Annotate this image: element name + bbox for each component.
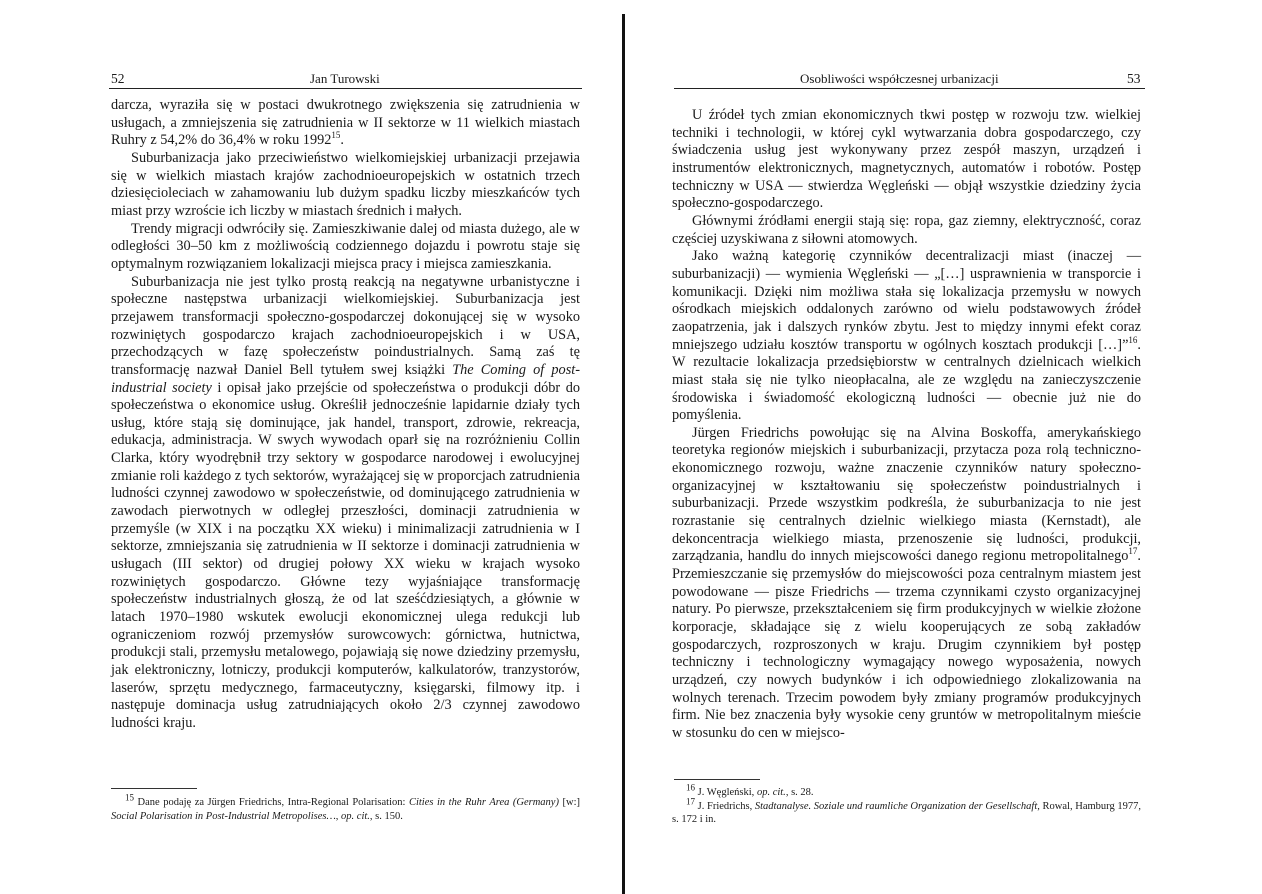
italic-text: Cities in the Ruhr Area (Germany) — [408, 797, 559, 808]
text-run: . W rezultacie lokalizacja przedsiębiorstw w centralnych dzielnicach wielkich miast stała się nie tylko nieopłacalna, ale ze względu na zanieczyszczenie środowiska i świadomość ekologiczną ludności — obecnie już nie do pomyślenia. — [672, 336, 1141, 424]
footnote-ref: 17 — [1128, 546, 1138, 557]
text-run: [w:] — [558, 797, 580, 808]
right-page-number: 53 — [1127, 71, 1141, 86]
right-header-rule — [674, 88, 1145, 89]
text-run: Suburbanizacja nie jest tylko prostą reakcją na negatywne urbanistyczne i społeczne następstwa urbanizacji wielkomiejskiej. Suburbanizacja jest przejawem transformacji społeczno-gospodarczej dokonującej się w wysoko rozwiniętych gospodarczo krajach zachodnioeuropejskich i w USA, przechodzących w fazę społeczeństw poindustrialnych. Samą zaś tę transformację nazwał Daniel Bell tytułem swej książki — [111, 273, 580, 378]
right-body-text — [672, 107, 1141, 743]
footnote-ref: 17 — [686, 796, 695, 806]
left-footnote-paragraph — [111, 792, 580, 823]
left-footnote-rule — [111, 788, 197, 789]
text-run: , Rowal, Hamburg 1977, s. 172 i in. — [672, 800, 1141, 825]
text-run: i opisał jako przejście od społeczeństwa o produkcji dóbr do społeczeństwa o ekonomice usług. Określił jednocześnie lapidarnie działy tych usług, które stają się dominujące, jak handel, transport, zdrowie, rekreacja, edukacja, administracja. W swych wywodach oparł się na rozróżnieniu Collin Clarka, który wyodrębnił trzy sektory w gospodarce narodowej i ewolucyjnej zmianie roli każdego z tych sektorów, wyrażającej się w proporcjach zatrudnienia ludności czynnej zawodowo w społeczeństwie, od dominującego zatrudnienia w zawodach pierwotnych w odległej przeszłości, dominacji zatrudnienia w przemyśle (w XIX i na początku XX wieku) i minimalizacji zatrudnienia w I sektorze, zmniejszania się zatrudnienia w II sektorze i dominacji zatrudnienia w usługach (III sektor) od drugiej połowy XX wieku w krajach wysoko rozwiniętych gospodarczo. Główne tezy wyjaśniające transformację społeczeństw industrialnych głoszą, że od lat sześćdziesiątych, a głównie w latach 1970–1980 wskutek ewolucji ekonomicznej ulega redukcji lub ograniczeniom rozwój przemysłów surowcowych: górnictwa, hutnictwa, produkcji stali, przemysłu metalowego, pojawiają się nowe dziedziny przemysłu, jak elektroniczny, lotniczy, produkcji komputerów, kalkulatorów, tranzystorów, laserów, sprzętu medycznego, farmaceutyczny, księgarski, filmowy itp. i następuje dominacja usług zatrudniających około 2/3 czynnej zawodowo ludności kraju. — [111, 379, 580, 731]
italic-text: Stadtanalyse. Soziale und raumliche Organization der Gesellschaft — [754, 800, 1038, 812]
text-run: , — [335, 810, 342, 822]
right-body-paragraph — [672, 213, 1141, 248]
italic-text: op. cit. — [756, 787, 786, 798]
left-body-paragraph — [111, 150, 580, 221]
text-run: Jako ważną kategorię czynników decentralizacji miast (inaczej — suburbanizacji) — wymienia Węgleński — „[…] usprawnienia w transporcie i komunikacji. Dzięki nim możliwa stała się lokalizacja przemysłu w nowych ośrodkach miejskich oddalonych zarówno od wielu podstawowych źródeł zaopatrzenia, jak i dalszych rynków zbytu. Jest to między innymi efekt coraz mniejszego udziału kosztów transportu w ogólnych kosztach produkcji […]” — [672, 248, 1141, 353]
text-run: , s. 150. — [369, 810, 403, 822]
left-body-paragraph — [111, 97, 580, 150]
text-run: Dane podaję za Jürgen Friedrichs, Intra-Regional Polarisation: — [134, 797, 409, 808]
italic-text: Social Polarisation in Post-Industrial Metropolises… — [111, 810, 336, 822]
footnote-ref: 15 — [331, 130, 341, 141]
text-run: J. Friedrichs, — [695, 800, 755, 812]
left-body-paragraph — [111, 274, 580, 733]
left-running-head: Jan Turowski — [310, 71, 380, 86]
right-footnote-rule — [674, 779, 760, 780]
text-run: Głównymi źródłami energii stają się: ropa, gaz ziemny, elektryczność, coraz częściej uzyskiwana z siłowni atomowych. — [672, 212, 1141, 247]
footnote-ref: 16 — [1128, 334, 1138, 345]
footnote-ref: 16 — [686, 782, 695, 793]
left-header-rule — [109, 88, 582, 89]
text-run: . Przemieszczanie się przemysłów do miejscowości poza centralnym miastem jest powodowane — pisze Friedrichs — trzema czynnikami czysto organizacyjnej natury. Po pierwsze, przekształceniem się firm produkcyjnych w wielkie złożone korporacje, składające się z wielu kooperujących ze sobą zakładów gospodarczych, rozproszonych w kraju. Drugim czynnikiem był postęp techniczny i technologiczny wymagający nowego wyposażenia, nowych urządzeń, czy nowych budynków i ich odpowiedniego zlokalizowania na wolnych terenach. Trzecim powodem były zmiany programów produkcyjnych firm. Nie bez znaczenia były wysokie ceny gruntów w metropolitalnym mieście w stosunku do cen w miejsco- — [672, 548, 1141, 741]
text-run: J. Węgleński, — [695, 787, 757, 798]
right-running-head: Osobliwości współczesnej urbanizacji — [800, 71, 999, 86]
left-body-paragraph — [111, 221, 580, 274]
right-body-paragraph — [672, 107, 1141, 213]
text-run: . — [340, 132, 344, 149]
italic-text: op. cit. — [341, 810, 370, 822]
right-body-paragraph — [672, 248, 1141, 425]
right-footnote-paragraph — [672, 796, 1141, 827]
book-gutter — [622, 14, 625, 894]
right-body-paragraph — [672, 425, 1141, 743]
left-body-text — [111, 97, 580, 733]
left-page-number: 52 — [111, 71, 125, 86]
italic-text: The Coming of post-industrial society — [111, 361, 580, 396]
footnote-ref: 15 — [125, 792, 134, 803]
left-page — [0, 0, 622, 894]
text-run: Trendy migracji odwróciły się. Zamieszkiwanie dalej od miasta dużego, ale w odległości 30–50 km z możliwością codziennego dojazdu i powrotu staje się optymalnym rozwiązaniem lokalizacji miejsca pracy i miejsca zamieszkania. — [111, 220, 580, 272]
right-footnote-paragraph — [672, 782, 1141, 800]
text-run: darcza, wyraziła się w postaci dwukrotnego zwiększenia się zatrudnienia w usługach, a zmniejszenia się zatrudnienia w II sektorze w 11 wielkich miastach Ruhry z 54,2% do 36,4% w roku 1992 — [111, 97, 580, 149]
text-run: , s. 28. — [785, 787, 814, 798]
right-page — [628, 0, 1262, 894]
text-run: Suburbanizacja jako przeciwieństwo wielkomiejskiej urbanizacji przejawia się w wielkich miastach krajów zachodnioeuropejskich w ostatnich trzech dziesięcioleciach w zahamowaniu lub dużym spadku liczby mieszkańców tych miast przy wzroście ich liczby w miastach średnich i małych. — [111, 149, 580, 219]
left-footnotes — [111, 792, 580, 823]
right-footnotes — [672, 782, 1141, 827]
text-run: U źródeł tych zmian ekonomicznych tkwi postęp w rozwoju tzw. wielkiej techniki i technologii, w której cykl wytwarzania dobra gospodarczego, czy świadczenia usług jest wykonywany przez zespół maszyn, urządzeń i instrumentów elektronicznych, magnetycznych, automatów i robotów. Postęp techniczny w USA — stwierdza Węgleński — objął wszystkie dziedziny życia społeczno-gospodarczego. — [672, 107, 1141, 212]
text-run: Jürgen Friedrichs powołując się na Alvina Boskoffa, amerykańskiego teoretyka regionów miejskich i suburbanizacji, przytacza poza rolą techniczno-ekonomicznego rozwoju, ważne znaczenie czynników natury społeczno-organizacyjnej w kształtowaniu się społeczeństw poindustrialnych i suburbanizacji. Przede wszystkim podkreśla, że suburbanizacja to nie jest rozrastanie się centralnych dzielnic wielkiego miasta (Kernstadt), ale dekoncentracja wielkiego miasta, przenoszenie się ludności, produkcji, zarządzania, handlu do innych miejscowości danego regionu metropolitalnego — [672, 424, 1141, 565]
